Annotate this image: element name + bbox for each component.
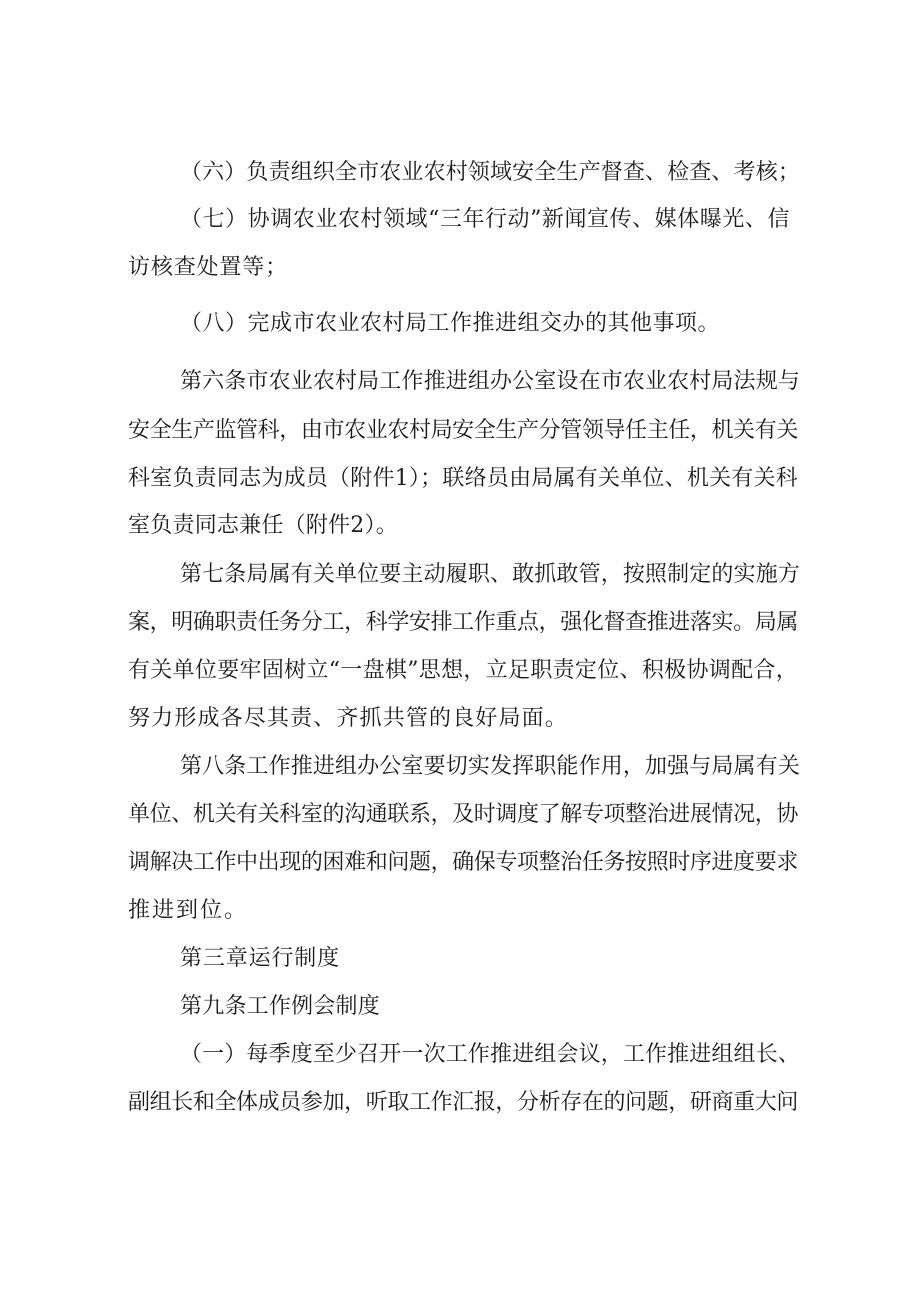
text-line: 室负责同志兼任（附件2）。	[128, 513, 398, 538]
text-line: 访核查处置等；	[128, 255, 288, 280]
text-line: （八）完成市农业农村局工作推进组交办的其他事项。	[180, 311, 720, 336]
text-line: 案，明确职责任务分工，科学安排工作重点，强化督查推进落实。局属	[128, 610, 798, 635]
chapter-heading: 第三章运行制度	[180, 946, 340, 971]
text-line: 科室负责同志为成员（附件1）；联络员由局属有关单位、机关有关科	[128, 466, 798, 491]
text-line: （七）协调农业农村领域“三年行动”新闻宣传、媒体曝光、信	[180, 207, 790, 232]
text-line: 第八条工作推进组办公室要切实发挥职能作用，加强与局属有关	[180, 754, 800, 779]
text-line: 单位、机关有关科室的沟通联系，及时调度了解专项整治进展情况，协	[128, 802, 798, 827]
text-line: （一）每季度至少召开一次工作推进组会议，工作推进组组长、	[180, 1042, 800, 1067]
text-line: 副组长和全体成员参加，听取工作汇报，分析存在的问题，研商重大问	[128, 1090, 798, 1115]
text-line: 安全生产监管科，由市农业农村局安全生产分管领导任主任，机关有关	[128, 418, 798, 443]
text-line: 第七条局属有关单位要主动履职、敢抓敢管，按照制定的实施方	[180, 562, 800, 587]
text-line: 努力形成各尽其责、齐抓共管的良好局面。	[128, 706, 568, 731]
text-line: 调解决工作中出现的困难和问题，确保专项整治任务按照时序进度要求	[128, 850, 798, 875]
text-line: 第六条市农业农村局工作推进组办公室设在市农业农村局法规与	[180, 369, 800, 394]
text-line: 有关单位要牢固树立“一盘棋”思想，立足职责定位、积极协调配合，	[128, 658, 798, 683]
text-line: 推进到位。	[128, 898, 248, 923]
text-line: （六）负责组织全市农业农村领域安全生产督查、检查、考核；	[180, 160, 800, 185]
article-heading: 第九条工作例会制度	[180, 994, 380, 1019]
